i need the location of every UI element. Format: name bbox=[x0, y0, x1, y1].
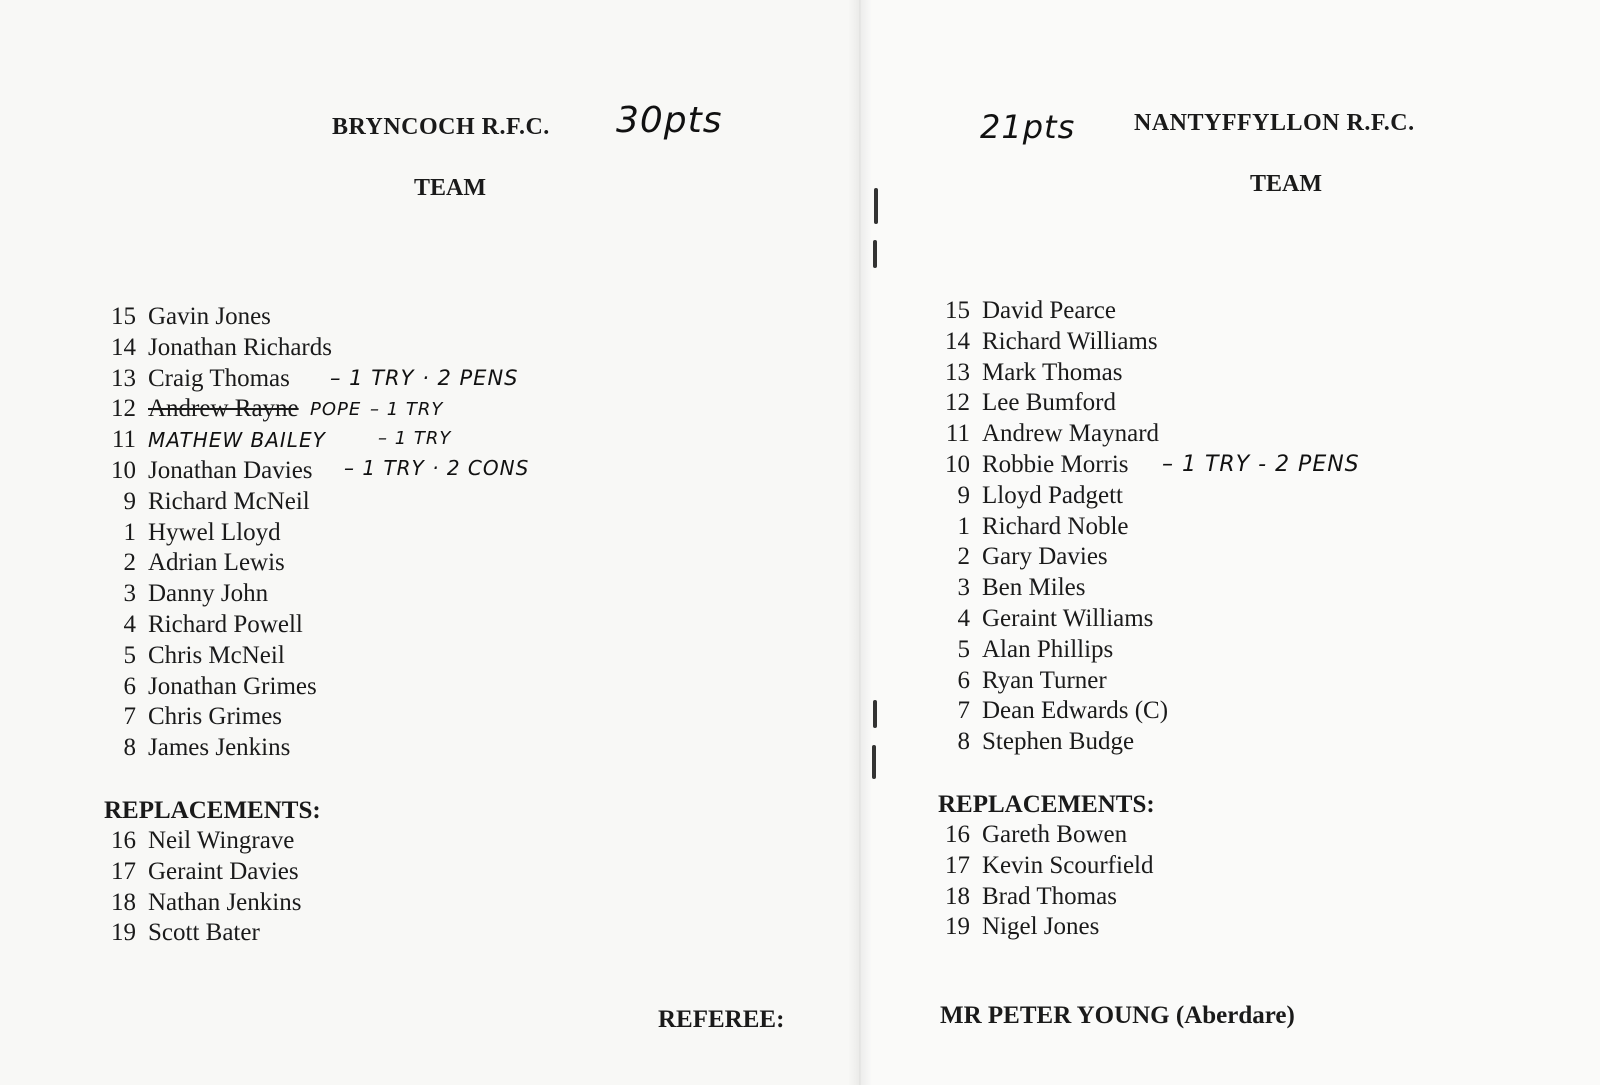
player-name: Jonathan Richards bbox=[148, 333, 332, 361]
player-number: 13 bbox=[945, 358, 970, 386]
player-number: 2 bbox=[957, 543, 970, 571]
player-name: Brad Thomas bbox=[982, 882, 1117, 910]
player-name: Lee Bumford bbox=[982, 389, 1116, 417]
handwritten-note: – 1 TRY bbox=[370, 399, 444, 420]
player-name: Geraint Davies bbox=[148, 857, 299, 885]
away-replacements-list bbox=[924, 820, 1153, 943]
player-number: 6 bbox=[957, 666, 970, 694]
list-item bbox=[90, 888, 301, 919]
page-fold bbox=[848, 0, 872, 1085]
player-number: 6 bbox=[123, 672, 136, 700]
list-item bbox=[924, 450, 1168, 481]
player-name: Ben Miles bbox=[982, 574, 1086, 602]
player-name: Andrew Maynard bbox=[982, 420, 1160, 448]
player-name: Mark Thomas bbox=[982, 358, 1123, 386]
player-number: 17 bbox=[111, 857, 136, 885]
referee-label: REFEREE: bbox=[658, 1006, 785, 1033]
list-item bbox=[924, 388, 1168, 419]
player-number: 2 bbox=[123, 549, 136, 577]
player-name: Dean Edwards (C) bbox=[982, 697, 1169, 725]
list-item bbox=[924, 296, 1168, 327]
list-item bbox=[90, 672, 332, 703]
player-number: 8 bbox=[957, 728, 970, 756]
home-team-heading: TEAM bbox=[414, 175, 486, 201]
player-name: David Pearce bbox=[982, 297, 1116, 324]
player-name: Nigel Jones bbox=[982, 913, 1100, 941]
list-item bbox=[924, 666, 1168, 697]
player-number: 14 bbox=[945, 327, 970, 355]
home-replacements-list bbox=[90, 826, 301, 949]
list-item bbox=[90, 579, 332, 610]
list-item bbox=[924, 912, 1153, 943]
player-name: Jonathan Grimes bbox=[148, 672, 317, 700]
player-name: Stephen Budge bbox=[982, 728, 1135, 756]
handwritten-note: – 1 TRY · 2 PENS bbox=[330, 366, 519, 390]
player-number: 4 bbox=[957, 604, 970, 632]
player-name: Chris McNeil bbox=[148, 641, 285, 669]
player-number: 14 bbox=[111, 333, 136, 361]
player-number: 5 bbox=[123, 641, 136, 669]
player-name: Kevin Scourfield bbox=[982, 851, 1154, 879]
list-item bbox=[90, 456, 332, 487]
staple-icon bbox=[872, 745, 876, 779]
list-item bbox=[90, 826, 301, 857]
player-number: 11 bbox=[945, 420, 970, 448]
away-replacements-heading: REPLACEMENTS: bbox=[938, 791, 1155, 818]
player-name: Nathan Jenkins bbox=[148, 888, 302, 916]
list-item bbox=[90, 610, 332, 641]
player-number: 12 bbox=[945, 389, 970, 417]
home-player-list bbox=[90, 302, 332, 764]
player-number: 9 bbox=[957, 481, 970, 509]
player-number: 7 bbox=[123, 703, 136, 731]
list-item bbox=[924, 419, 1168, 450]
player-number: 4 bbox=[123, 610, 136, 638]
player-number: 12 bbox=[111, 395, 136, 423]
player-name: Chris Grimes bbox=[148, 703, 283, 731]
list-item bbox=[924, 481, 1168, 512]
player-number: 5 bbox=[957, 635, 970, 663]
player-number: 9 bbox=[123, 487, 136, 515]
home-club-name: BRYNCOCH R.F.C. bbox=[332, 114, 550, 140]
player-name: Adrian Lewis bbox=[148, 549, 285, 577]
list-item bbox=[924, 512, 1168, 543]
player-name: Andrew Rayne bbox=[148, 395, 299, 423]
player-name: Craig Thomas bbox=[148, 364, 290, 392]
referee-name: MR PETER YOUNG (Aberdare) bbox=[940, 1002, 1295, 1029]
list-item bbox=[90, 425, 332, 456]
player-number: 16 bbox=[111, 827, 136, 854]
player-number: 7 bbox=[957, 697, 970, 725]
player-name: Ryan Turner bbox=[982, 666, 1107, 694]
list-item bbox=[924, 727, 1168, 758]
player-name: Gareth Bowen bbox=[982, 821, 1128, 848]
player-name: Gavin Jones bbox=[148, 303, 271, 330]
list-item bbox=[90, 364, 332, 395]
list-item bbox=[924, 882, 1153, 913]
player-name: Geraint Williams bbox=[982, 604, 1154, 632]
player-number: 1 bbox=[123, 518, 136, 546]
player-name: Richard Williams bbox=[982, 327, 1158, 355]
list-item bbox=[924, 604, 1168, 635]
home-score-note: 30pts bbox=[616, 100, 723, 141]
list-item bbox=[924, 358, 1168, 389]
player-number: 17 bbox=[945, 851, 970, 879]
player-name-handwritten: MATHEW BAILEY bbox=[148, 428, 326, 453]
player-name: Gary Davies bbox=[982, 543, 1108, 571]
handwritten-note: – 1 TRY · 2 CONS bbox=[344, 456, 530, 480]
list-item bbox=[90, 548, 332, 579]
list-item bbox=[90, 702, 332, 733]
player-name: Scott Bater bbox=[148, 919, 260, 947]
player-number: 10 bbox=[111, 456, 136, 484]
staple-icon bbox=[873, 700, 877, 728]
staple-icon bbox=[873, 240, 877, 268]
list-item bbox=[90, 394, 332, 425]
list-item bbox=[924, 696, 1168, 727]
player-number: 19 bbox=[111, 919, 136, 947]
list-item bbox=[90, 302, 332, 333]
list-item bbox=[90, 857, 301, 888]
player-name: Lloyd Padgett bbox=[982, 481, 1123, 509]
list-item bbox=[90, 641, 332, 672]
list-item bbox=[924, 635, 1168, 666]
player-number: 3 bbox=[123, 580, 136, 608]
player-number: 15 bbox=[945, 297, 970, 324]
player-number: 10 bbox=[945, 450, 970, 478]
player-name: Richard McNeil bbox=[148, 487, 310, 515]
player-name: Neil Wingrave bbox=[148, 827, 295, 854]
list-item bbox=[924, 851, 1153, 882]
list-item bbox=[924, 327, 1168, 358]
player-name: James Jenkins bbox=[148, 734, 291, 762]
player-number: 11 bbox=[111, 426, 136, 454]
away-club-name: NANTYFFYLLON R.F.C. bbox=[1134, 110, 1415, 136]
list-item bbox=[924, 573, 1168, 604]
player-name: Robbie Morris bbox=[982, 450, 1129, 478]
list-item bbox=[90, 518, 332, 549]
player-number: 8 bbox=[123, 734, 136, 762]
list-item bbox=[90, 918, 301, 949]
list-item bbox=[90, 733, 332, 764]
handwritten-note: – 1 TRY - 2 PENS bbox=[1162, 452, 1360, 477]
player-number: 18 bbox=[111, 888, 136, 916]
away-team-heading: TEAM bbox=[1250, 171, 1322, 197]
list-item bbox=[924, 542, 1168, 573]
player-name: Hywel Lloyd bbox=[148, 518, 281, 546]
player-number: 3 bbox=[957, 574, 970, 602]
list-item bbox=[90, 487, 332, 518]
list-item bbox=[90, 333, 332, 364]
player-number: 15 bbox=[111, 303, 136, 330]
list-item bbox=[924, 820, 1153, 851]
player-number: 19 bbox=[945, 913, 970, 941]
player-number: 13 bbox=[111, 364, 136, 392]
away-score-note: 21pts bbox=[980, 108, 1076, 146]
player-name: Richard Powell bbox=[148, 610, 303, 638]
away-player-list bbox=[924, 296, 1168, 758]
handwritten-correction: POPE bbox=[310, 399, 362, 420]
player-name: Danny John bbox=[148, 580, 269, 608]
handwritten-note: – 1 TRY bbox=[378, 428, 452, 449]
staple-icon bbox=[874, 188, 878, 224]
player-name: Richard Noble bbox=[982, 512, 1129, 540]
home-replacements-heading: REPLACEMENTS: bbox=[104, 797, 321, 824]
player-number: 1 bbox=[957, 512, 970, 540]
player-number: 16 bbox=[945, 821, 970, 848]
player-number: 18 bbox=[945, 882, 970, 910]
player-name: Alan Phillips bbox=[982, 635, 1114, 663]
player-name: Jonathan Davies bbox=[148, 456, 313, 484]
